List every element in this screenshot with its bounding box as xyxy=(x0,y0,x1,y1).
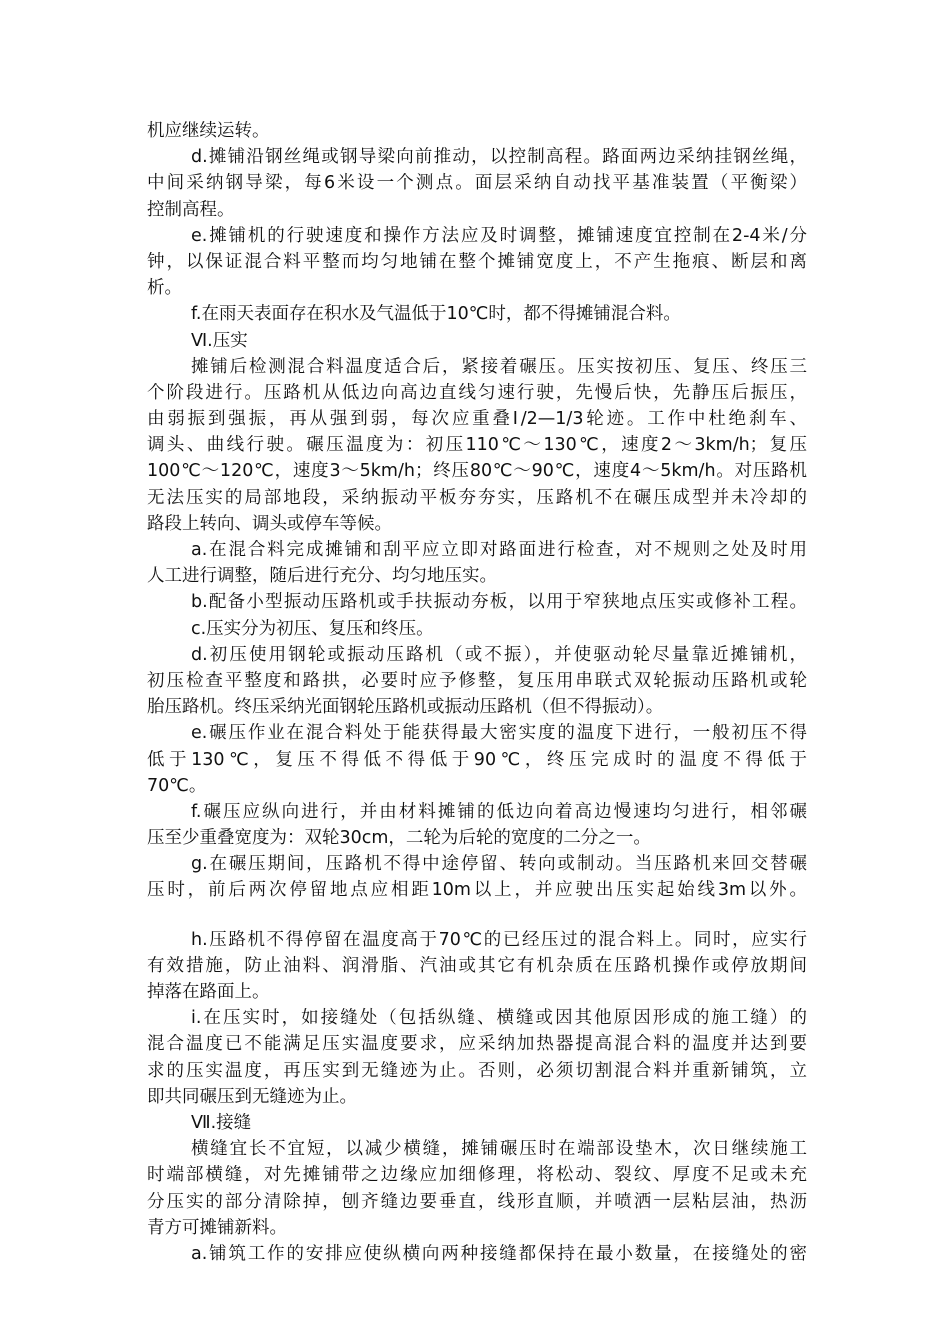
text-line: 由弱振到强振，再从强到弱，每次应重叠Ⅰ/2—1/3轮迹。工作中杜绝刹车、 xyxy=(147,409,807,430)
text-line: 路段上转向、调头或停车等候。 xyxy=(147,513,392,534)
text-line: e.摊铺机的行驶速度和操作方法应及时调整，摊铺速度宜控制在2-4米/分 xyxy=(191,225,807,246)
text-line: 钟，以保证混合料平整而均匀地铺在整个摊铺宽度上，不产生拖痕、断层和离 xyxy=(147,251,807,272)
text-line: 有效措施，防止油料、润滑脂、汽油或其它有机杂质在压路机操作或停放期间 xyxy=(147,955,807,976)
text-line: Ⅵ.压实 xyxy=(191,330,248,351)
text-line: 机应继续运转。 xyxy=(147,121,270,141)
paragraph-gap xyxy=(147,904,807,927)
text-line: 调头、曲线行驶。碾压温度为：初压110℃～130℃，速度2～3km/h；复压 xyxy=(147,435,807,456)
text-line: 控制高程。 xyxy=(147,199,235,220)
text-line: 时端部横缝，对先摊铺带之边缘应加细修理，将松动、裂纹、厚度不足或未充 xyxy=(147,1165,807,1186)
text-line: i.在压实时，如接缝处（包括纵缝、横缝或因其他原因形成的施工缝）的 xyxy=(191,1008,807,1029)
text-line: 压时，前后两次停留地点应相距10m以上，并应驶出压实起始线3m以外。 xyxy=(147,880,807,901)
text-line: 个阶段进行。压路机从低边向高边直线匀速行驶，先慢后快，先静压后振压， xyxy=(147,382,807,403)
text-line: 横缝宜长不宜短，以减少横缝，摊铺碾压时在端部设垫木，次日继续施工 xyxy=(191,1139,807,1160)
text-line: 100℃～120℃，速度3～5km/h；终压80℃～90℃，速度4～5km/h。对压路机 xyxy=(147,461,807,482)
text-line: d.摊铺沿钢丝绳或钢导梁向前推动，以控制高程。路面两边采纳挂钢丝绳， xyxy=(191,147,807,168)
text-line: 即共同碾压到无缝迹为止。 xyxy=(147,1086,357,1107)
text-line: a.铺筑工作的安排应使纵横向两种接缝都保持在最小数量，在接缝处的密 xyxy=(191,1243,807,1264)
text-line: 中间采纳钢导梁，每6米设一个测点。面层采纳自动找平基准装置（平衡梁） xyxy=(147,173,807,194)
text-line: d.初压使用钢轮或振动压路机（或不振），并使驱动轮尽量靠近摊铺机， xyxy=(191,644,807,665)
text-line: b.配备小型振动压路机或手扶振动夯板，以用于窄狭地点压实或修补工程。 xyxy=(191,592,807,613)
text-line: e.碾压作业在混合料处于能获得最大密实度的温度下进行，一般初压不得 xyxy=(191,723,807,744)
text-line: g.在碾压期间，压路机不得中途停留、转向或制动。当压路机来回交替碾 xyxy=(191,854,807,875)
text-line: h.压路机不得停留在温度高于70℃的已经压过的混合料上。同时，应实行 xyxy=(191,929,807,950)
text-line: 摊铺后检测混合料温度适合后，紧接着碾压。压实按初压、复压、终压三 xyxy=(191,356,807,377)
text-line: 求的压实温度，再压实到无缝迹为止。否则，必须切割混合料并重新铺筑，立 xyxy=(147,1060,807,1081)
text-line: 胎压路机。终压采纳光面钢轮压路机或振动压路机（但不得振动）。 xyxy=(147,697,664,718)
text-line: 析。 xyxy=(147,278,182,299)
text-line: a.在混合料完成摊铺和刮平应立即对路面进行检查，对不规则之处及时用 xyxy=(191,540,807,560)
text-line: 混合温度已不能满足压实温度要求，应采纳加热器提高混合料的温度并达到要 xyxy=(147,1034,807,1055)
text-line: 低于130℃，复压不得低不得低于90℃，终压完成时的温度不得低于 xyxy=(147,749,807,770)
text-line: 压至少重叠宽度为：双轮30cm，二轮为后轮的宽度的二分之一。 xyxy=(147,828,651,849)
text-line: f.在雨天表面存在积水及气温低于10℃时，都不得摊铺混合料。 xyxy=(191,304,681,325)
text-line: 青方可摊铺新料。 xyxy=(147,1217,287,1238)
text-line: 无法压实的局部地段，采纳振动平板夯夯实，压路机不在碾压成型并未冷却的 xyxy=(147,487,807,508)
text-line: c.压实分为初压、复压和终压。 xyxy=(191,618,434,639)
text-line: 70℃。 xyxy=(147,775,207,796)
text-line: 初压检查平整度和路拱，必要时应予修整，复压用串联式双轮振动压路机或轮 xyxy=(147,670,807,691)
document-body xyxy=(147,118,807,1267)
text-line: f.碾压应纵向进行，并由材料摊铺的低边向着高边慢速均匀进行，相邻碾 xyxy=(191,801,807,822)
text-line: Ⅶ.接缝 xyxy=(191,1112,252,1133)
text-line: 掉落在路面上。 xyxy=(147,982,270,1002)
text-line: 分压实的部分清除掉，刨齐缝边要垂直，线形直顺，并喷洒一层粘层油，热沥 xyxy=(147,1191,807,1212)
text-line: 人工进行调整，随后进行充分、均匀地压实。 xyxy=(147,566,497,587)
